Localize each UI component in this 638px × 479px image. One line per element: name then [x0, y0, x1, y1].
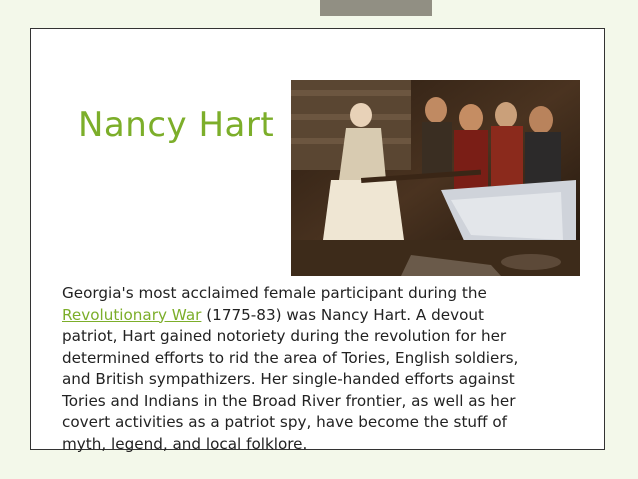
slide-body-text	[62, 283, 530, 455]
painting-image	[291, 80, 580, 276]
body-rest: (1775-83) was Nancy Hart. A devout patriot, Hart gained notoriety during the revolution for her determined efforts to rid the area of Tories, English soldiers, and British sympathizers. Her single-handed efforts against Tories and Indians in the Broad River frontier, as well as her covert activities as a patriot spy, have become the stuff of myth, legend, and local folklore.	[62, 305, 519, 453]
slide-title: Nancy Hart	[78, 105, 275, 145]
nancy-hart-painting	[291, 80, 580, 276]
revolutionary-war-link[interactable]: Revolutionary War	[62, 305, 202, 324]
body-intro: Georgia's most acclaimed female participant during the	[62, 284, 487, 302]
top-accent-bar	[320, 0, 432, 16]
